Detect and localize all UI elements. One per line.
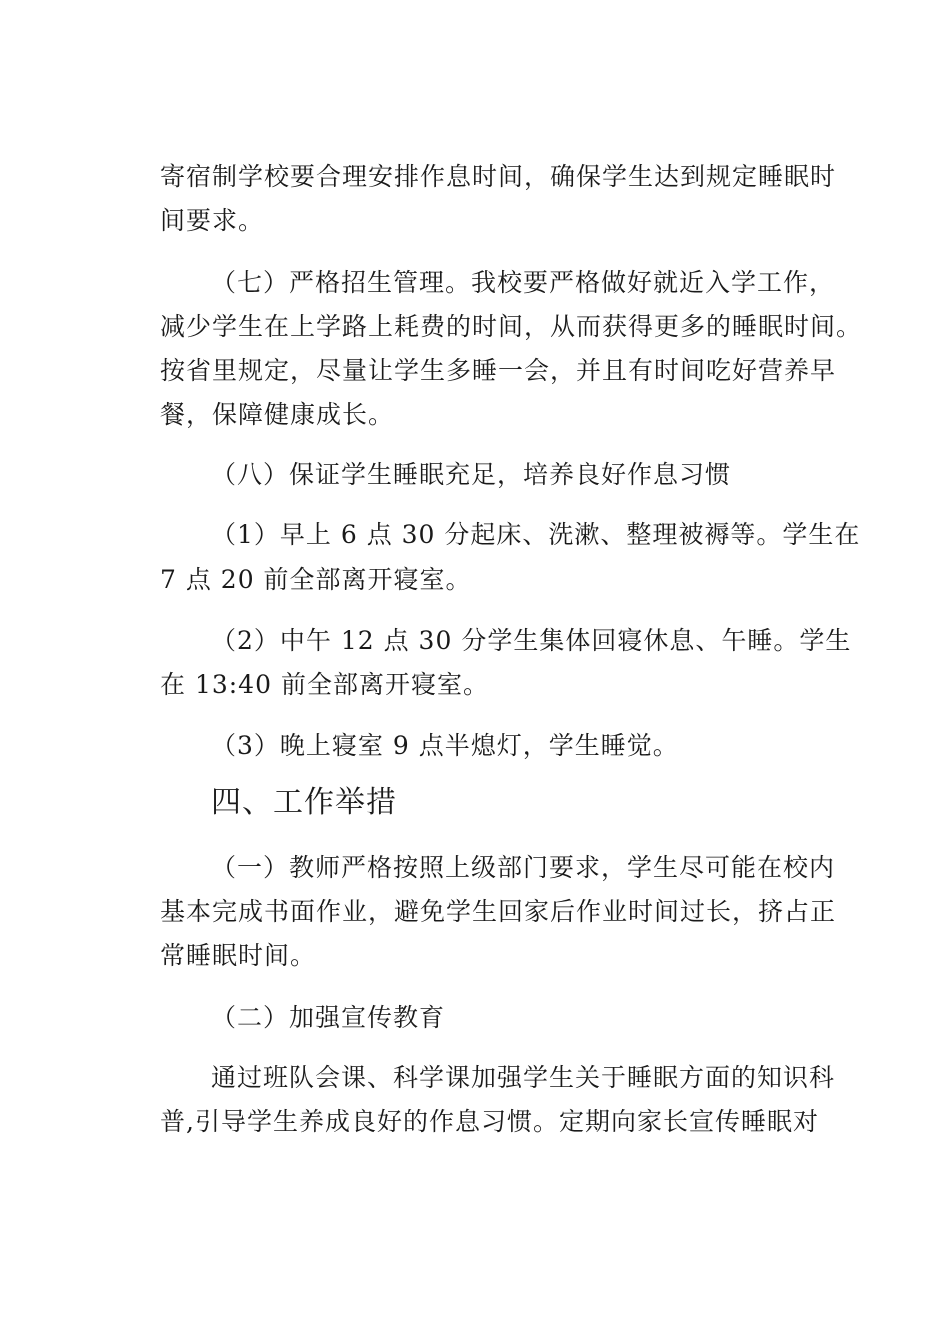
paragraph-line: （一）教师严格按照上级部门要求，学生尽可能在校内 xyxy=(211,853,836,882)
paragraph-line: 普,引导学生养成良好的作息习惯。定期向家长宣传睡眠对 xyxy=(160,1107,819,1136)
paragraph-line: 7 点 20 前全部离开寝室。 xyxy=(160,565,472,594)
paragraph-line: （3）晚上寝室 9 点半熄灯，学生睡觉。 xyxy=(211,731,679,760)
paragraph-line: 寄宿制学校要合理安排作息时间，确保学生达到规定睡眠时 xyxy=(160,162,837,191)
paragraph-line: 在 13:40 前全部离开寝室。 xyxy=(160,670,489,699)
paragraph-line: （1）早上 6 点 30 分起床、洗漱、整理被褥等。学生在 xyxy=(211,520,861,549)
paragraph-line: 常睡眠时间。 xyxy=(160,941,317,970)
paragraph-line: 减少学生在上学路上耗费的时间，从而获得更多的睡眠时间。 xyxy=(160,312,863,341)
paragraph-line: 按省里规定，尽量让学生多睡一会，并且有时间吃好营养早 xyxy=(160,356,837,385)
section-subheading: （二）加强宣传教育 xyxy=(211,1003,446,1032)
paragraph-line: 间要求。 xyxy=(160,206,265,235)
paragraph-line: 餐，保障健康成长。 xyxy=(160,400,395,429)
paragraph-line: 基本完成书面作业，避免学生回家后作业时间过长，挤占正 xyxy=(160,897,837,926)
section-heading: 四、工作举措 xyxy=(211,785,397,820)
paragraph-line: 通过班队会课、科学课加强学生关于睡眠方面的知识科 xyxy=(211,1063,836,1092)
paragraph-line: （七）严格招生管理。我校要严格做好就近入学工作， xyxy=(211,268,836,297)
section-subheading: （八）保证学生睡眠充足，培养良好作息习惯 xyxy=(211,460,732,489)
paragraph-line: （2）中午 12 点 30 分学生集体回寝休息、午睡。学生 xyxy=(211,626,852,655)
